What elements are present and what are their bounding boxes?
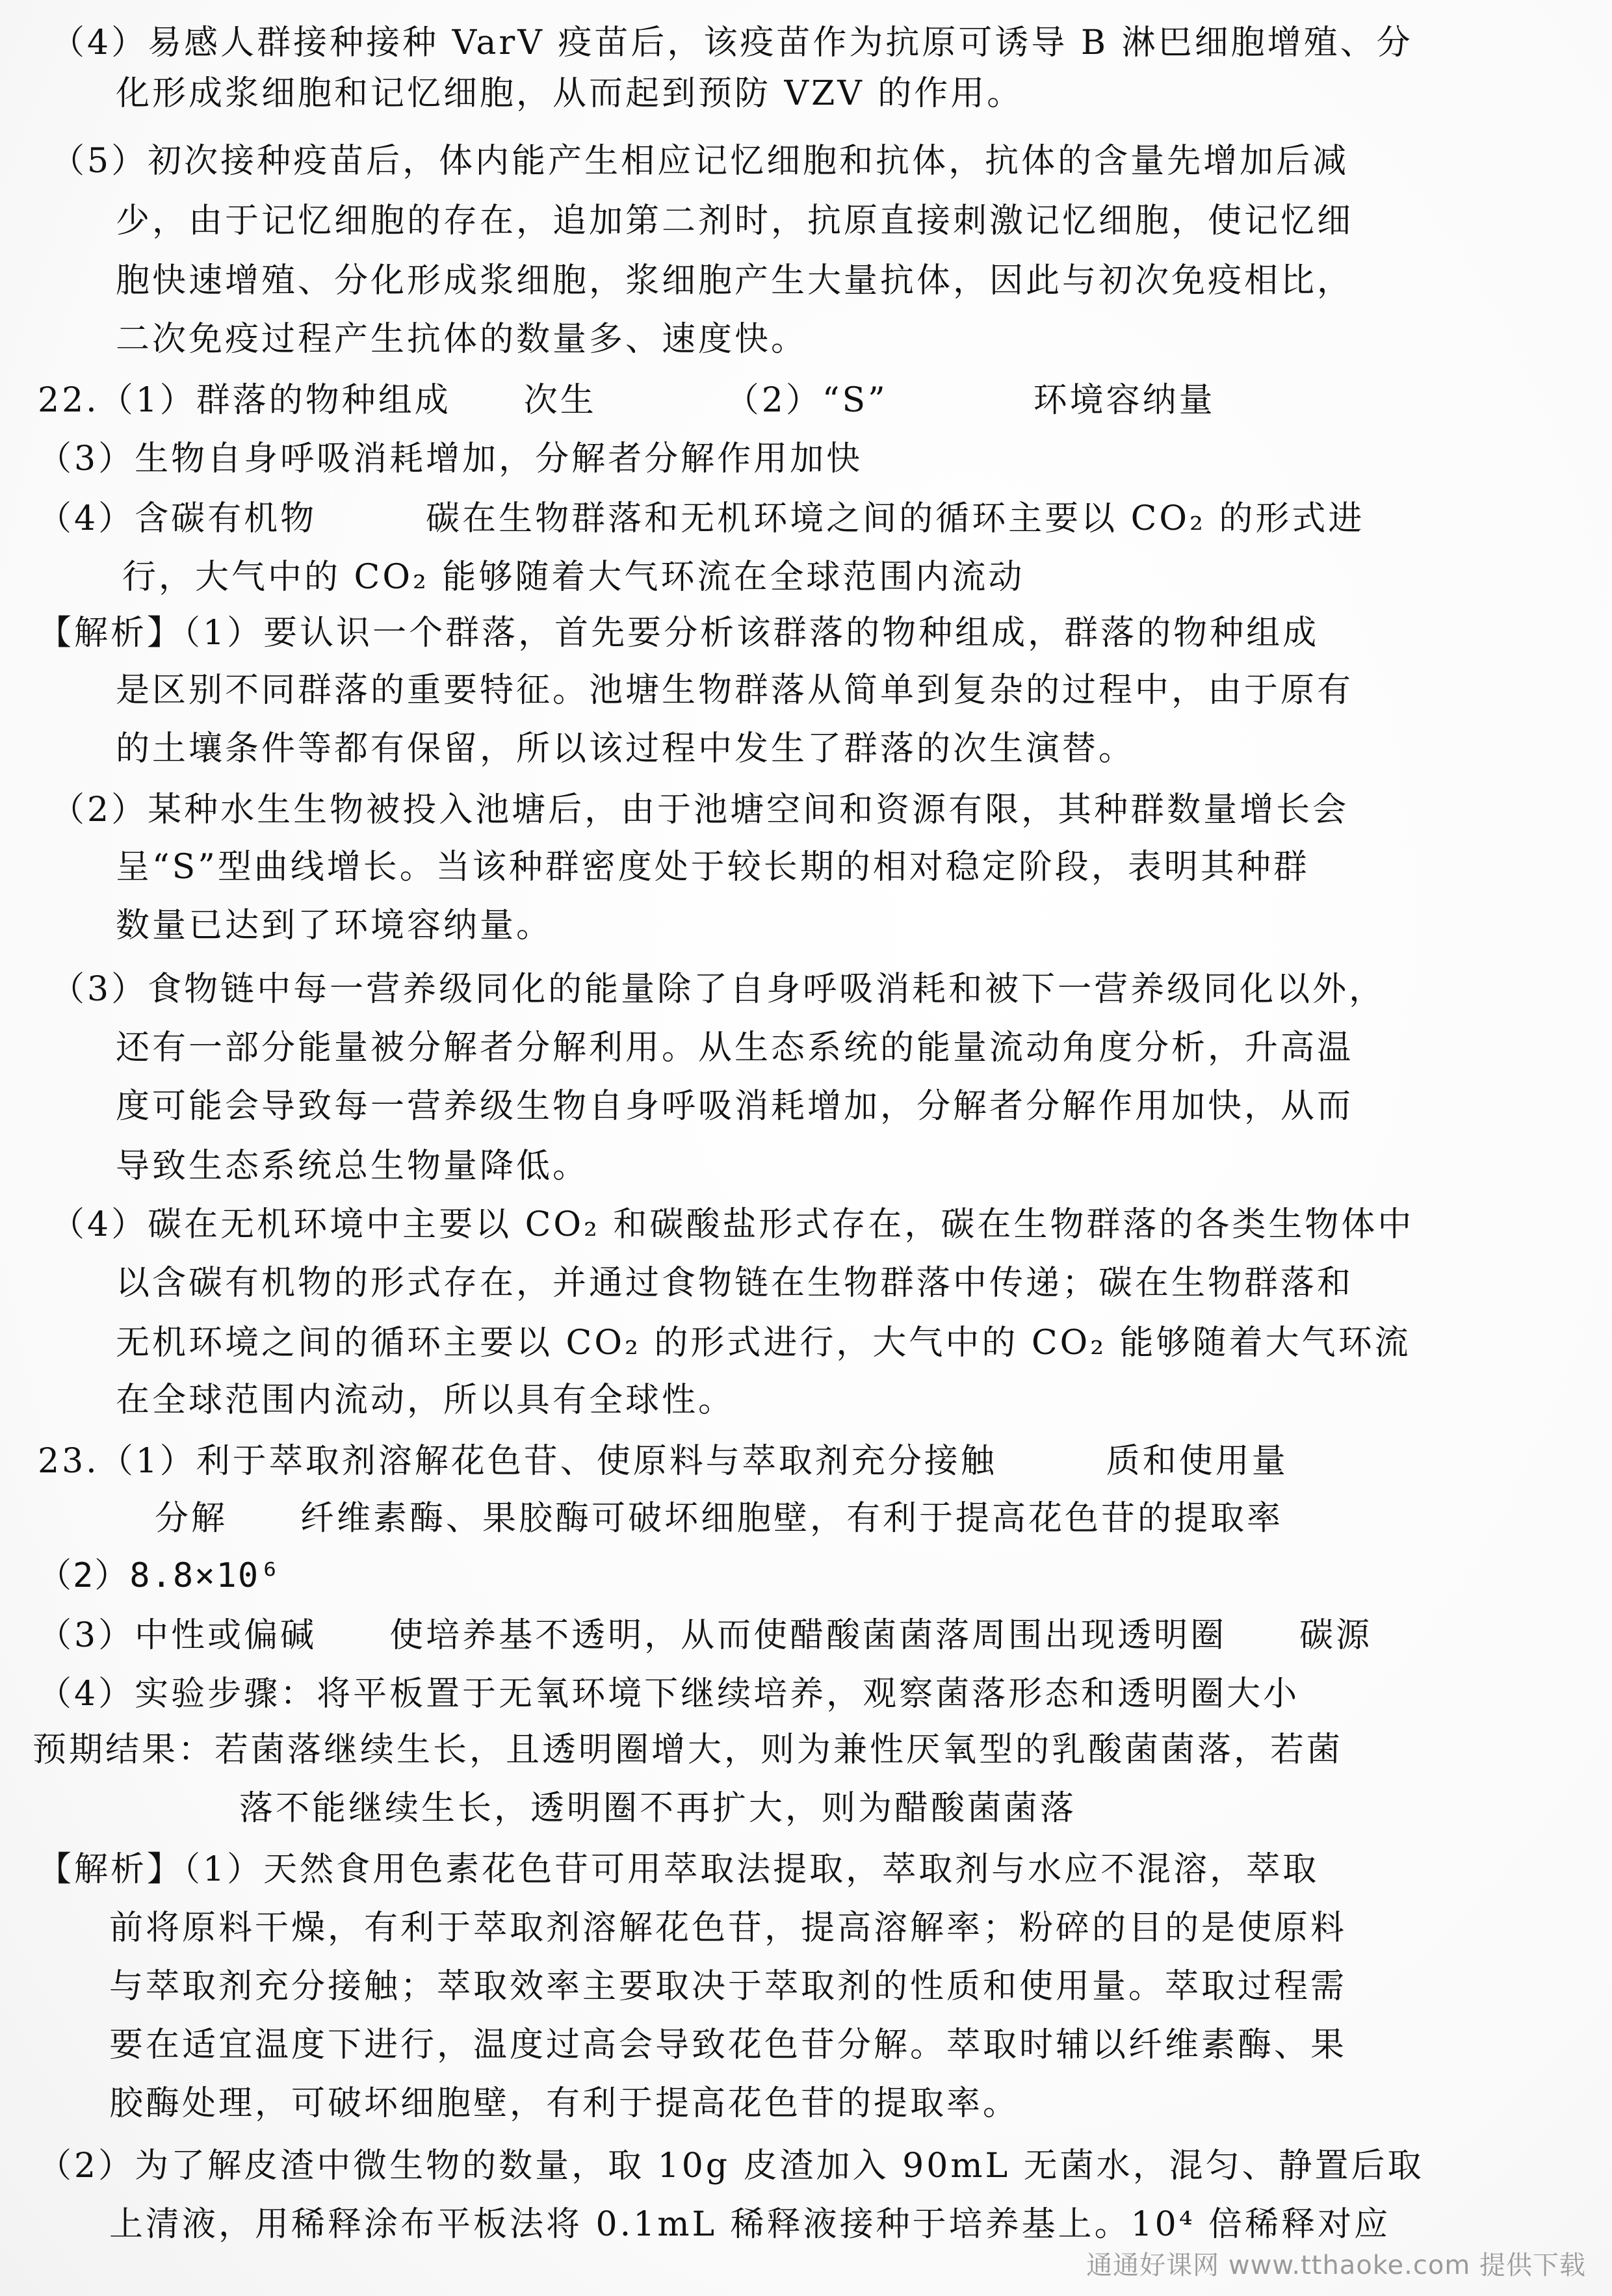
text-line: （2）某种水生生物被投入池塘后，由于池塘空间和资源有限，其种群数量增长会 — [51, 790, 1349, 829]
text-line: 二次免疫过程产生抗体的数量多、速度快。 — [116, 320, 808, 359]
text-line: 23.（1）利于萃取剂溶解花色苷、使原料与萃取剂充分接触 质和使用量 — [38, 1442, 1288, 1481]
text-line: （4）实验步骤：将平板置于无氧环境下继续培养，观察菌落形态和透明圈大小 — [38, 1675, 1300, 1714]
text-line: （3）生物自身呼吸消耗增加，分解者分解作用加快 — [38, 439, 863, 478]
text-line: 行，大气中的 CO₂ 能够随着大气环流在全球范围内流动 — [122, 558, 1025, 597]
text-line: 【解析】（1）天然食用色素花色苷可用萃取法提取，萃取剂与水应不混溶，萃取 — [38, 1850, 1320, 1889]
text-line: 以含碳有机物的形式存在，并通过食物链在生物群落中传递；碳在生物群落和 — [116, 1264, 1354, 1303]
text-line: 胶酶处理，可破坏细胞壁，有利于提高花色苷的提取率。 — [109, 2084, 1020, 2123]
text-line: （4）易感人群接种接种 VarV 疫苗后，该疫苗作为抗原可诱导 B 淋巴细胞增殖、分 — [51, 23, 1413, 62]
text-line: 上清液，用稀释涂布平板法将 0.1mL 稀释液接种于培养基上。10⁴ 倍稀释对应 — [109, 2205, 1391, 2244]
text-line: 数量已达到了环境容纳量。 — [116, 906, 553, 945]
text-line: （2）为了解皮渣中微生物的数量，取 10g 皮渣加入 90mL 无菌水，混匀、静置后取 — [38, 2146, 1424, 2185]
text-line: 预期结果：若菌落继续生长，且透明圈增大，则为兼性厌氧型的乳酸菌菌落，若菌 — [32, 1730, 1344, 1769]
text-line: 要在适宜温度下进行，温度过高会导致花色苷分解。萃取时辅以纤维素酶、果 — [109, 2026, 1347, 2065]
text-line: 还有一部分能量被分解者分解利用。从生态系统的能量流动角度分析，升高温 — [116, 1028, 1354, 1067]
text-line: 胞快速增殖、分化形成浆细胞，浆细胞产生大量抗体，因此与初次免疫相比， — [116, 261, 1354, 300]
text-line: 是区别不同群落的重要特征。池塘生物群落从简单到复杂的过程中，由于原有 — [116, 671, 1354, 710]
text-line: 【解析】（1）要认识一个群落，首先要分析该群落的物种组成，群落的物种组成 — [38, 614, 1320, 653]
text-line: （5）初次接种疫苗后，体内能产生相应记忆细胞和抗体，抗体的含量先增加后减 — [51, 142, 1349, 181]
text-line: 在全球范围内流动，所以具有全球性。 — [116, 1381, 735, 1420]
text-line: （2）8.8×10⁶ — [38, 1556, 281, 1595]
text-line: （3）食物链中每一营养级同化的能量除了自身呼吸消耗和被下一营养级同化以外， — [51, 970, 1386, 1009]
text-line: 落不能继续生长，透明圈不再扩大，则为醋酸菌菌落 — [239, 1789, 1077, 1828]
text-line: 分解 纤维素酶、果胶酶可破坏细胞壁，有利于提高花色苷的提取率 — [155, 1499, 1284, 1538]
text-line: 与萃取剂充分接触；萃取效率主要取决于萃取剂的性质和使用量。萃取过程需 — [109, 1967, 1347, 2006]
text-line: 导致生态系统总生物量降低。 — [116, 1147, 590, 1186]
text-line: （4）含碳有机物 碳在生物群落和无机环境之间的循环主要以 CO₂ 的形式进 — [38, 499, 1365, 538]
text-line: 少，由于记忆细胞的存在，追加第二剂时，抗原直接刺激记忆细胞，使记忆细 — [116, 202, 1354, 241]
site-watermark: 通通好课网 www.tthaoke.com 提供下载 — [1086, 2250, 1586, 2280]
text-line: 呈“S”型曲线增长。当该种群密度处于较长期的相对稳定阶段，表明其种群 — [116, 848, 1310, 887]
text-line: （3）中性或偏碱 使培养基不透明，从而使醋酸菌菌落周围出现透明圈 碳源 — [38, 1616, 1373, 1655]
text-line: 22.（1）群落的物种组成 次生 （2）“S” 环境容纳量 — [38, 381, 1216, 420]
text-line: 前将原料干燥，有利于萃取剂溶解花色苷，提高溶解率；粉碎的目的是使原料 — [109, 1909, 1347, 1948]
text-line: 化形成浆细胞和记忆细胞，从而起到预防 VZV 的作用。 — [116, 74, 1024, 113]
text-line: 的土壤条件等都有保留，所以该过程中发生了群落的次生演替。 — [116, 729, 1136, 768]
text-line: 度可能会导致每一营养级生物自身呼吸消耗增加，分解者分解作用加快，从而 — [116, 1087, 1354, 1126]
text-line: （4）碳在无机环境中主要以 CO₂ 和碳酸盐形式存在，碳在生物群落的各类生物体中 — [51, 1205, 1414, 1244]
text-line: 无机环境之间的循环主要以 CO₂ 的形式进行，大气中的 CO₂ 能够随着大气环流 — [116, 1324, 1411, 1363]
